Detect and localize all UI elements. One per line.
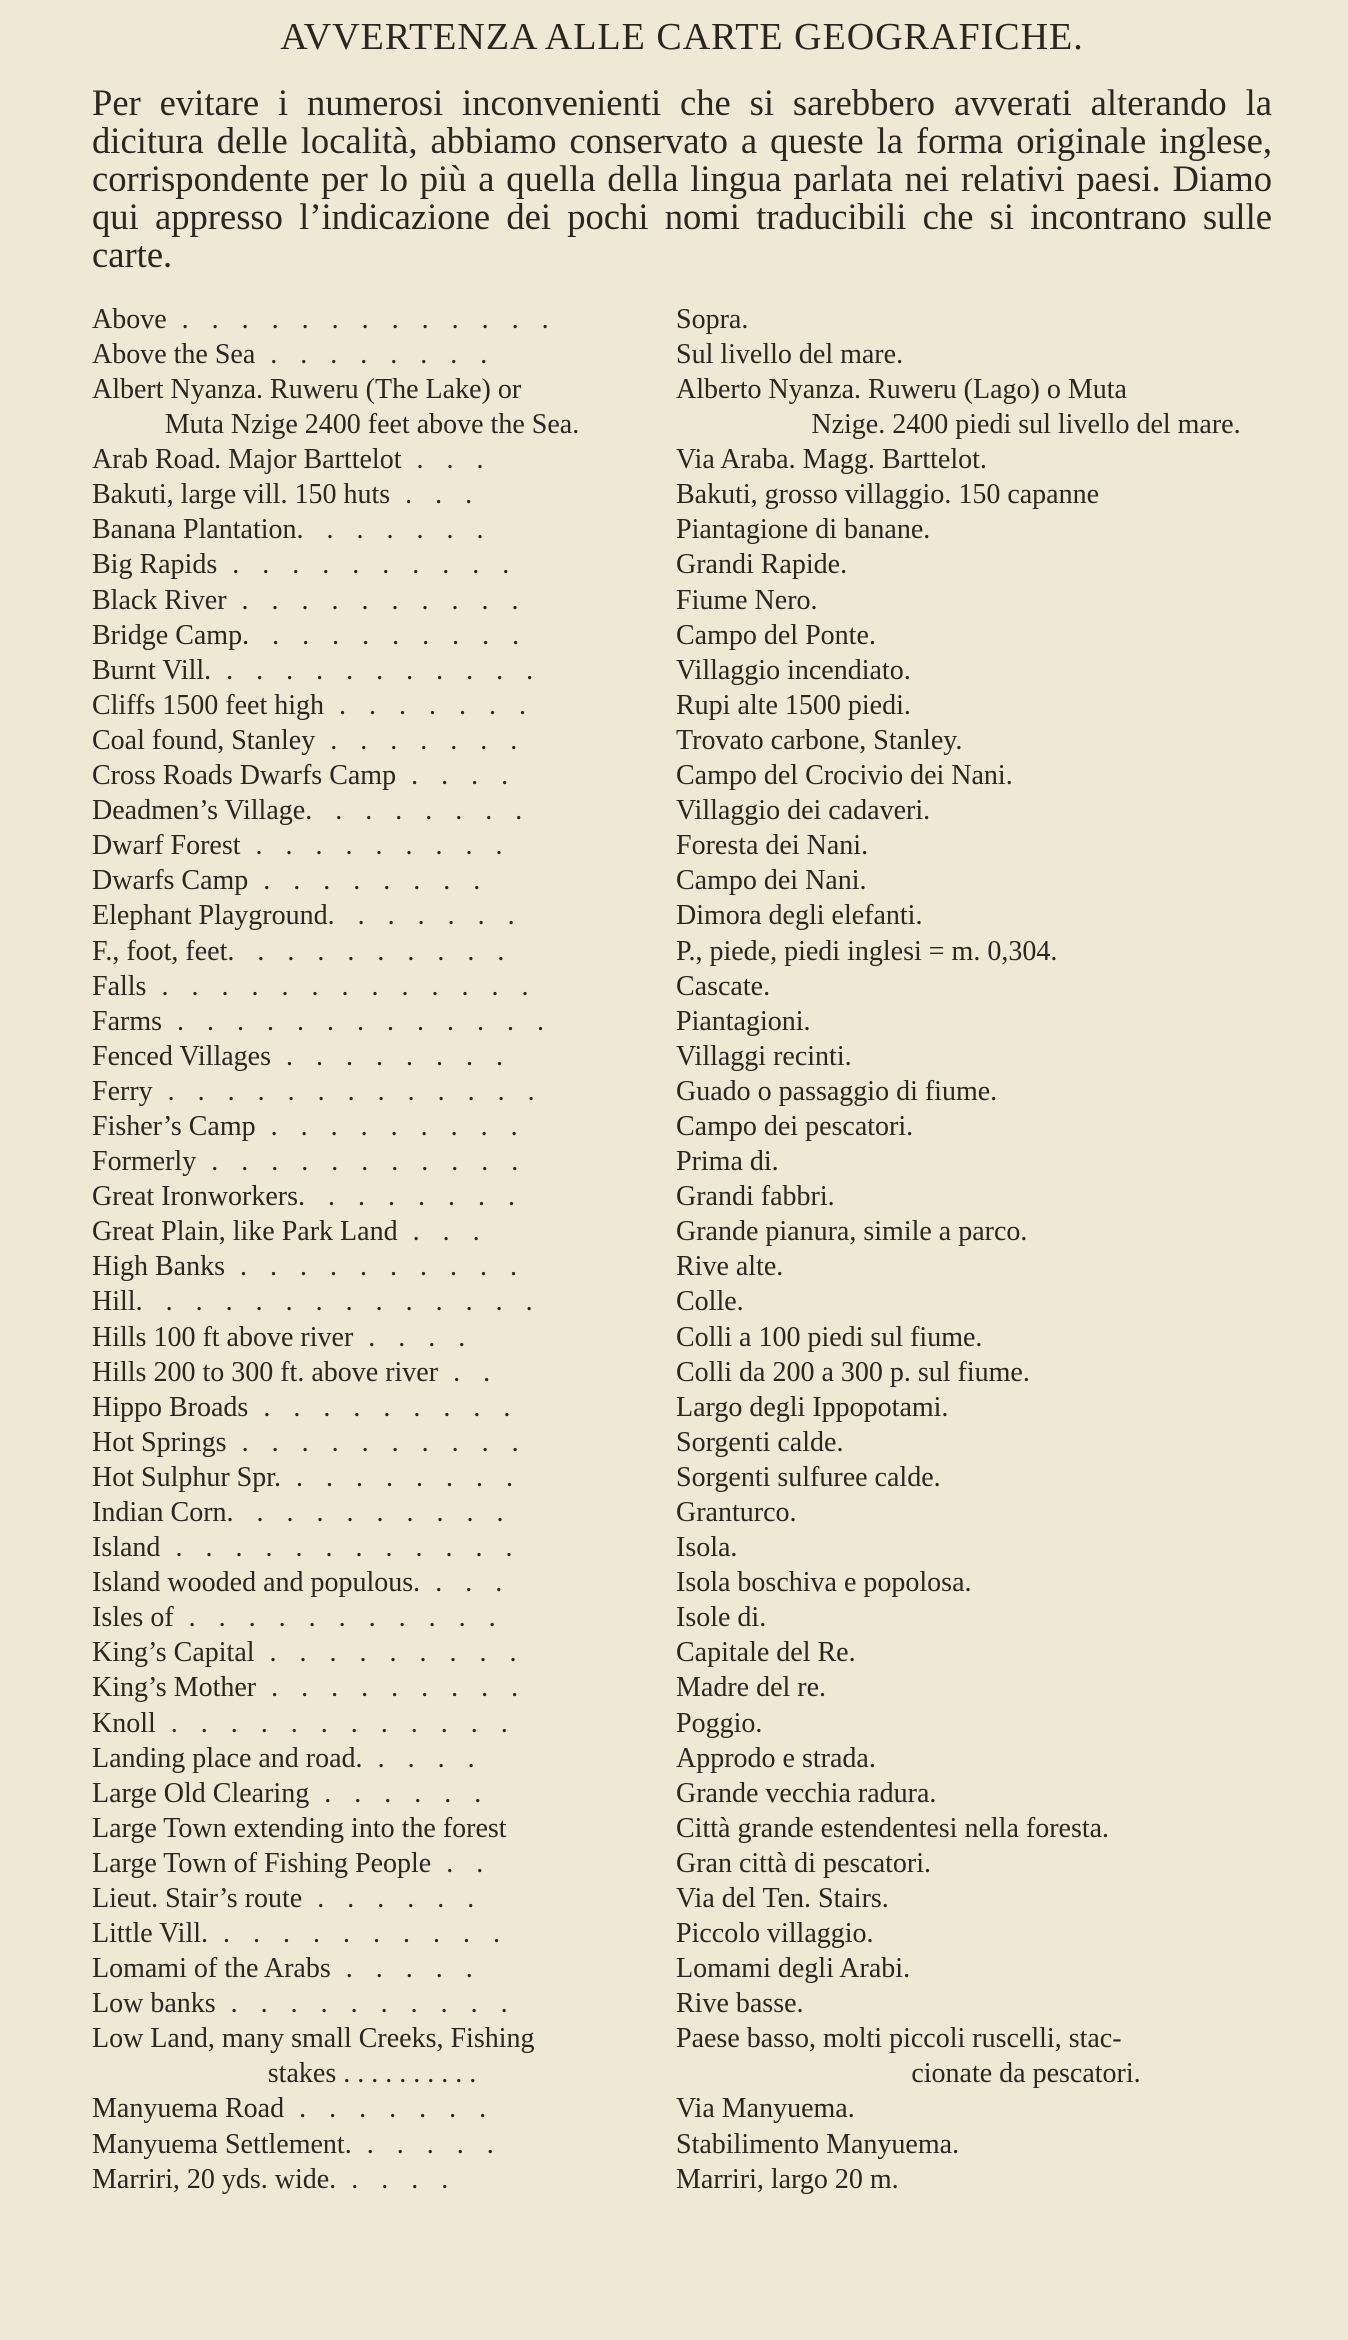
- english-term: [92, 2127, 652, 2162]
- glossary-entry: [92, 1284, 1272, 1319]
- english-term: [92, 583, 652, 618]
- english-term: [92, 512, 652, 547]
- glossary-entry: [92, 1249, 1272, 1284]
- english-term-line1: Low Land, many small Creeks, Fishing: [92, 2023, 535, 2055]
- english-term: [92, 934, 652, 969]
- dot-leader: . . . . . . . . . . . .: [160, 1532, 521, 1564]
- english-term-text: Big Rapids: [92, 549, 218, 581]
- english-term: [92, 1460, 652, 1495]
- english-term: [92, 2091, 652, 2126]
- english-term: [92, 618, 652, 653]
- italian-translation: P., piede, piedi inglesi = m. 0,304.: [676, 935, 1058, 967]
- english-term-text: Coal found, Stanley: [92, 724, 316, 756]
- italian-translation: Sorgenti calde.: [676, 1426, 844, 1458]
- page-title: AVVERTENZA ALLE CARTE GEOGRAFICHE.: [280, 16, 1084, 58]
- glossary-entry: [92, 2091, 1272, 2126]
- english-term-text: Black River: [92, 584, 227, 616]
- english-term: [92, 1320, 652, 1355]
- glossary-entry: [92, 1179, 1272, 1214]
- english-term: [92, 653, 652, 688]
- italian-translation-line2: cionate da pescatori.: [911, 2058, 1141, 2090]
- document-page: [92, 14, 1272, 2197]
- glossary-entry: [92, 1144, 1272, 1179]
- glossary-entry: [92, 793, 1272, 828]
- dot-leader: . . . . . . . . . .: [217, 549, 518, 581]
- dot-leader: . . . . . . . . . .: [227, 935, 513, 967]
- glossary-entry: [92, 863, 1272, 898]
- dot-leader: . . . . . . .: [315, 724, 526, 756]
- english-term: [92, 688, 652, 723]
- english-term-text: Bridge Camp: [92, 619, 243, 651]
- dot-leader: . . . . . . .: [327, 900, 523, 932]
- dot-leader: . . . . . . . . . . .: [173, 1602, 504, 1634]
- dot-leader: . . . .: [336, 2163, 457, 2195]
- italian-translation: Dimora degli elefanti.: [676, 900, 923, 932]
- english-term-text: Dwarf Forest: [92, 830, 241, 862]
- glossary-entry: [92, 828, 1272, 863]
- english-term-text: Farms: [92, 1005, 162, 1037]
- english-term-text: Island: [92, 1532, 161, 1564]
- glossary-entry: [92, 477, 1272, 512]
- glossary-entry: [92, 1425, 1272, 1460]
- dot-leader: . . . . . . . . . . .: [196, 1146, 527, 1178]
- italian-translation: Piccolo villaggio.: [676, 1918, 874, 1950]
- italian-translation: Isole di.: [676, 1602, 767, 1634]
- italian-translation: Sul livello del mare.: [676, 339, 904, 371]
- italian-translation: Grandi fabbri.: [676, 1181, 835, 1213]
- english-term-text: King’s Mother: [92, 1672, 257, 1704]
- italian-translation: Foresta dei Nani.: [676, 830, 869, 862]
- italian-translation: Grandi Rapide.: [676, 549, 848, 581]
- english-term: [92, 1986, 652, 2021]
- english-term-text: Great Plain, like Park Land: [92, 1216, 398, 1248]
- english-term: [92, 1846, 652, 1881]
- english-term: [92, 1881, 652, 1916]
- english-term: [92, 793, 652, 828]
- dot-leader: . . . . . . . . . . . . . .: [135, 1286, 541, 1318]
- dot-leader: . . . . . . . . . .: [242, 619, 528, 651]
- italian-translation: Prima di.: [676, 1146, 779, 1178]
- english-term-text: Deadmen’s Village: [92, 795, 306, 827]
- dot-leader: . . . .: [362, 1742, 483, 1774]
- dot-leader: . . . .: [396, 760, 517, 792]
- italian-translation: Grande vecchia radura.: [676, 1777, 937, 1809]
- glossary-entry: [92, 1951, 1272, 1986]
- dot-leader: . . . . . . . .: [305, 795, 531, 827]
- italian-translation-line2: Nzige. 2400 piedi sul livello del mare.: [811, 409, 1241, 441]
- english-term: [92, 969, 652, 1004]
- glossary-entry: [92, 653, 1272, 688]
- italian-translation: Lomami degli Arabi.: [676, 1953, 911, 1985]
- italian-translation: Villaggio incendiato.: [676, 654, 911, 686]
- english-term: [92, 1074, 652, 1109]
- english-term-text: Formerly: [92, 1146, 197, 1178]
- italian-translation: Colle.: [676, 1286, 744, 1318]
- italian-translation: Madre del re.: [676, 1672, 827, 1704]
- english-term-text: Marriri, 20 yds. wide.: [92, 2163, 337, 2195]
- glossary-entry: [92, 1214, 1272, 1249]
- glossary-entry: [92, 1811, 1272, 1846]
- italian-translation: Trovato carbone, Stanley.: [676, 724, 963, 756]
- english-term: [92, 828, 652, 863]
- english-term: [92, 1951, 652, 1986]
- english-term: [92, 1741, 652, 1776]
- italian-translation: Bakuti, grosso villaggio. 150 capanne: [676, 479, 1100, 511]
- english-term-text: Manyuema Road: [92, 2093, 285, 2125]
- italian-translation: Cascate.: [676, 970, 771, 1002]
- dot-leader: . . .: [390, 479, 481, 511]
- english-term-text: Above the Sea: [92, 339, 256, 371]
- glossary-entry: [92, 1670, 1272, 1705]
- dot-leader: . . . . . . . .: [270, 1040, 511, 1072]
- english-term-text: Hills 100 ft above river: [92, 1321, 354, 1353]
- dot-leader: . . . . . . . . . . . . .: [166, 304, 557, 335]
- english-term-text: King’s Capital: [92, 1637, 255, 1669]
- italian-translation: Città grande estendentesi nella foresta.: [676, 1812, 1110, 1844]
- english-term-text: Low banks: [92, 1988, 216, 2020]
- english-term-line1: Albert Nyanza. Ruweru (The Lake) or: [92, 374, 522, 406]
- italian-translation: Largo degli Ippopotami.: [676, 1391, 949, 1423]
- english-term-text: Falls: [92, 970, 147, 1002]
- italian-translation: Rive alte.: [676, 1251, 784, 1283]
- english-term-text: Island wooded and populous.: [92, 1567, 421, 1599]
- dot-leader: . . . . . . . . . . .: [211, 654, 542, 686]
- glossary-entry: [92, 723, 1272, 758]
- italian-translation-line1: Alberto Nyanza. Ruweru (Lago) o Muta: [676, 374, 1127, 406]
- english-term: [92, 1495, 652, 1530]
- english-term: [92, 1635, 652, 1670]
- english-term-text: Large Old Clearing: [92, 1777, 310, 1809]
- italian-translation: Fiume Nero.: [676, 584, 818, 616]
- dot-leader: . . . . . . . . .: [254, 1637, 525, 1669]
- english-term-text: Little Vill.: [92, 1918, 209, 1950]
- english-term: [92, 1284, 652, 1319]
- dot-leader: . . . . . .: [309, 1777, 490, 1809]
- dot-leader: . . . . . . . . . .: [225, 1251, 525, 1283]
- dot-leader: . . . . . . . . . . . . .: [162, 1005, 552, 1037]
- dot-leader: . .: [438, 1356, 499, 1388]
- dot-leader: . . . . .: [330, 1953, 481, 1985]
- english-term-text: Hills 200 to 300 ft. above river: [92, 1356, 439, 1388]
- italian-translation: Rive basse.: [676, 1988, 804, 2020]
- italian-translation: Approdo e strada.: [676, 1742, 876, 1774]
- italian-translation: Via Araba. Magg. Barttelot.: [676, 444, 987, 476]
- glossary-entry: [92, 1495, 1272, 1530]
- english-term: [92, 1039, 652, 1074]
- dot-leader: . . . . . . . . . .: [226, 584, 527, 616]
- english-term-text: Manyuema Settlement.: [92, 2128, 352, 2160]
- glossary-entry: [92, 1460, 1272, 1495]
- glossary-entry: [92, 1565, 1272, 1600]
- glossary-entry: [92, 758, 1272, 793]
- english-term: [92, 1776, 652, 1811]
- dot-leader: . . . . . . . . . .: [215, 1988, 516, 2020]
- english-term-line2: Muta Nzige 2400 feet above the Sea.: [164, 409, 580, 441]
- glossary-entry: [92, 1916, 1272, 1951]
- english-term: [92, 1249, 652, 1284]
- italian-translation: Via del Ten. Stairs.: [676, 1883, 889, 1915]
- dot-leader: . .: [431, 1847, 492, 1879]
- dot-leader: . . . . . . . .: [255, 339, 496, 371]
- english-term: [92, 442, 652, 477]
- english-term: [92, 1706, 652, 1741]
- glossary-entry: [92, 1600, 1272, 1635]
- italian-translation: Colli a 100 piedi sul fiume.: [676, 1321, 983, 1353]
- english-term-text: Dwarfs Camp: [92, 865, 249, 897]
- glossary-entry: [92, 1320, 1272, 1355]
- glossary-entry: [92, 934, 1272, 969]
- italian-translation: Guado o passaggio di fiume.: [676, 1075, 998, 1107]
- english-term-text: Large Town of Fishing People: [92, 1847, 432, 1879]
- italian-translation: Isola.: [676, 1532, 738, 1564]
- glossary-entry: [92, 1776, 1272, 1811]
- english-term-text: F., foot, feet: [92, 935, 228, 967]
- italian-translation: Colli da 200 a 300 p. sul fiume.: [676, 1356, 1030, 1388]
- italian-translation: Campo del Ponte.: [676, 619, 876, 651]
- italian-translation: Villaggio dei cadaveri.: [676, 795, 931, 827]
- glossary-entry: [92, 1846, 1272, 1881]
- glossary-entry: [92, 1039, 1272, 1074]
- english-term-text: Cross Roads Dwarfs Camp: [92, 760, 397, 792]
- english-term: [92, 477, 652, 512]
- english-term: [92, 1214, 652, 1249]
- english-term: [92, 1916, 652, 1951]
- italian-translation: Poggio.: [676, 1707, 763, 1739]
- dot-leader: . . . . . . . . .: [255, 1110, 526, 1142]
- english-term: [92, 1425, 652, 1460]
- glossary-entry: [92, 1986, 1272, 2021]
- english-term: [92, 723, 652, 758]
- glossary-entry: [92, 2021, 1272, 2091]
- glossary-entry: [92, 302, 1272, 337]
- italian-translation-line1: Paese basso, molti piccoli ruscelli, stac-: [676, 2023, 1122, 2055]
- intro-paragraph: Per evitare i numerosi inconvenienti che si sarebbero avverati alterando la dicitura delle località, abbiamo conservato a queste la forma originale inglese, corrispondente per lo più a quella della lingua parlata nei relativi paesi. Diamo qui appresso l’indicazione dei pochi nomi traducibili che si incontrano sulle carte.: [92, 82, 1272, 275]
- dot-leader: . . . . . . . .: [298, 1181, 524, 1213]
- dot-leader: . . . . . . . . .: [248, 1391, 519, 1423]
- english-term-line2: stakes . . . . . . . . . .: [267, 2058, 477, 2090]
- english-term-text: Great Ironworkers: [92, 1181, 299, 1213]
- dot-leader: . . . . . . . . . .: [226, 1497, 512, 1528]
- english-term: [92, 1530, 652, 1565]
- dot-leader: . . .: [420, 1567, 511, 1599]
- italian-translation: [676, 2021, 1348, 2091]
- english-term: [92, 1004, 652, 1039]
- english-term: [92, 2021, 652, 2091]
- english-term-text: Hippo Broads: [92, 1391, 249, 1423]
- glossary-entry: [92, 337, 1272, 372]
- italian-translation: Sorgenti sulfuree calde.: [676, 1461, 941, 1493]
- dot-leader: . . . . . . . . . . . . .: [146, 970, 537, 1002]
- glossary-entry: [92, 688, 1272, 723]
- italian-translation: Piantagioni.: [676, 1005, 811, 1037]
- english-term-text: Hill: [92, 1286, 136, 1318]
- english-term: [92, 302, 652, 337]
- dot-leader: . . . . . . .: [284, 2093, 495, 2125]
- english-term-text: Large Town extending into the forest: [92, 1812, 507, 1844]
- italian-translation: Piantagione di banane.: [676, 514, 931, 546]
- dot-leader: . . . . . . . .: [248, 865, 489, 897]
- dot-leader: . . . . . . . . . . . .: [155, 1707, 516, 1739]
- italian-translation: Campo del Crocivio dei Nani.: [676, 760, 1013, 792]
- dot-leader: . . .: [401, 444, 492, 476]
- italian-translation: Via Manyuema.: [676, 2093, 855, 2125]
- english-term-text: Cliffs 1500 feet high: [92, 689, 325, 721]
- glossary-entry: [92, 1355, 1272, 1390]
- english-term-text: Hot Sulphur Spr.: [92, 1461, 282, 1493]
- english-term: [92, 1390, 652, 1425]
- glossary-entry: [92, 1109, 1272, 1144]
- italian-translation: Stabilimento Manyuema.: [676, 2128, 960, 2160]
- english-term: [92, 1355, 652, 1390]
- english-term: [92, 758, 652, 793]
- dot-leader: . . . . . . .: [324, 689, 535, 721]
- english-term-text: Banana Plantation: [92, 514, 297, 546]
- italian-translation: Campo dei pescatori.: [676, 1110, 914, 1142]
- english-term: [92, 898, 652, 933]
- italian-translation: Sopra.: [676, 304, 749, 335]
- english-term-text: Arab Road. Major Barttelot: [92, 444, 402, 476]
- italian-translation: Villaggi recinti.: [676, 1040, 852, 1072]
- english-term-text: Fenced Villages: [92, 1040, 271, 1072]
- italian-translation: Capitale del Re.: [676, 1637, 856, 1669]
- glossary-entry: [92, 2162, 1272, 2197]
- dot-leader: . . .: [397, 1216, 488, 1248]
- english-term: [92, 1600, 652, 1635]
- english-term: [92, 2162, 652, 2197]
- english-term: [92, 372, 652, 442]
- english-term-text: Hot Springs: [92, 1426, 227, 1458]
- italian-translation: Grande pianura, simile a parco.: [676, 1216, 1028, 1248]
- english-term: [92, 1811, 652, 1846]
- english-term-text: Indian Corn: [92, 1497, 227, 1528]
- english-term: [92, 1565, 652, 1600]
- italian-translation: [676, 372, 1348, 442]
- glossary-entry: [92, 1635, 1272, 1670]
- english-term: [92, 1179, 652, 1214]
- glossary-entry: [92, 1390, 1272, 1425]
- english-term-text: Fisher’s Camp: [92, 1110, 256, 1142]
- glossary-entry: [92, 1741, 1272, 1776]
- glossary-entry: [92, 969, 1272, 1004]
- english-term: [92, 1144, 652, 1179]
- glossary-entry: [92, 547, 1272, 582]
- glossary-list: [92, 302, 1272, 2197]
- dot-leader: . . . .: [353, 1321, 474, 1353]
- english-term-text: Knoll: [92, 1707, 156, 1739]
- english-term-text: Lomami of the Arabs: [92, 1953, 331, 1985]
- dot-leader: . . . . . .: [302, 1883, 483, 1915]
- italian-translation: Rupi alte 1500 piedi.: [676, 689, 911, 721]
- dot-leader: . . . . . . . . .: [256, 1672, 527, 1704]
- dot-leader: . . . . . . . .: [281, 1461, 522, 1493]
- italian-translation: Marriri, largo 20 m.: [676, 2163, 899, 2195]
- dot-leader: . . . . . . . . . .: [226, 1426, 527, 1458]
- glossary-entry: [92, 1004, 1272, 1039]
- english-term-text: Isles of: [92, 1602, 174, 1634]
- glossary-entry: [92, 583, 1272, 618]
- english-term-text: Lieut. Stair’s route: [92, 1883, 303, 1915]
- english-term: [92, 1109, 652, 1144]
- english-term-text: Burnt Vill.: [92, 654, 212, 686]
- english-term-text: Above: [92, 304, 167, 335]
- italian-translation: Campo dei Nani.: [676, 865, 867, 897]
- english-term-text: High Banks: [92, 1251, 225, 1283]
- dot-leader: . . . . . . .: [296, 514, 492, 546]
- glossary-entry: [92, 372, 1272, 442]
- english-term: [92, 337, 652, 372]
- english-term: [92, 1670, 652, 1705]
- italian-translation: Gran città di pescatori.: [676, 1847, 932, 1879]
- glossary-entry: [92, 2127, 1272, 2162]
- glossary-entry: [92, 898, 1272, 933]
- glossary-entry: [92, 442, 1272, 477]
- glossary-entry: [92, 1074, 1272, 1109]
- english-term-text: Bakuti, large vill. 150 huts: [92, 479, 391, 511]
- english-term-text: Elephant Playground: [92, 900, 328, 932]
- italian-translation: Isola boschiva e popolosa.: [676, 1567, 972, 1599]
- dot-leader: . . . . . . . . .: [240, 830, 511, 862]
- english-term: [92, 547, 652, 582]
- english-term-text: Ferry: [92, 1075, 153, 1107]
- dot-leader: . . . . .: [351, 2128, 502, 2160]
- glossary-entry: [92, 1706, 1272, 1741]
- glossary-entry: [92, 618, 1272, 653]
- english-term-text: Landing place and road.: [92, 1742, 363, 1774]
- glossary-entry: [92, 1530, 1272, 1565]
- glossary-entry: [92, 512, 1272, 547]
- italian-translation: Granturco.: [676, 1497, 797, 1528]
- dot-leader: . . . . . . . . . . . . .: [152, 1075, 543, 1107]
- english-term: [92, 863, 652, 898]
- glossary-entry: [92, 1881, 1272, 1916]
- dot-leader: . . . . . . . . . .: [208, 1918, 509, 1950]
